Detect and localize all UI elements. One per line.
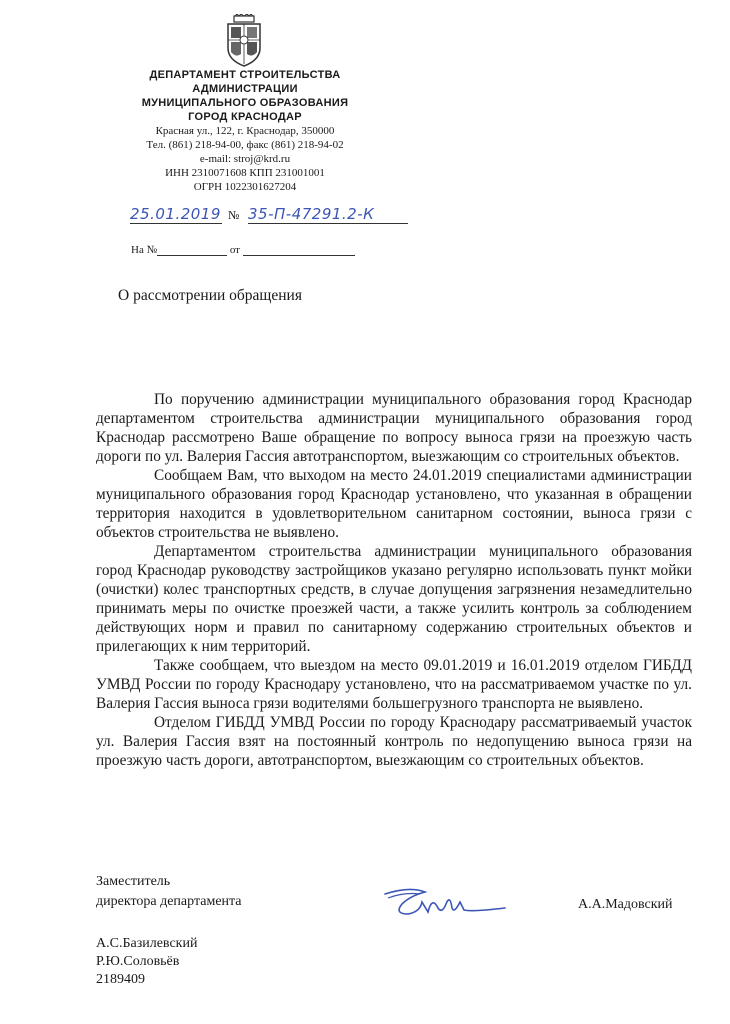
reference-from: от: [229, 244, 240, 256]
phone-fax: Тел. (861) 218-94-00, факс (861) 218-94-02: [146, 139, 344, 151]
department-name-line: ДЕПАРТАМЕНТ СТРОИТЕЛЬСТВА: [149, 69, 341, 81]
letterhead: [105, 68, 385, 194]
letter-subject: О рассмотрении обращения: [118, 287, 302, 304]
executor-name: Р.Ю.Соловьёв: [96, 954, 180, 969]
department-name-line: ГОРОД КРАСНОДАР: [188, 111, 302, 123]
registration-date: 25.01.2019: [130, 205, 221, 223]
signatory-name: А.А.Мадовский: [578, 897, 673, 912]
reference-prefix: На №: [131, 244, 158, 256]
signatory-title-line: Заместитель: [96, 874, 171, 889]
registration-line: [130, 205, 430, 225]
reference-line: [131, 244, 355, 256]
body-paragraph: Отделом ГИБДД УМВД России по городу Краснодару рассматриваемый участок ул. Валерия Гассия взят на постоянный контроль по недопущению выноса грязи на проезжую часть дороги, автотранспортом, выезжающим со строительных объектов.: [96, 714, 692, 769]
registration-number: 35-П-47291.2-К: [248, 205, 408, 224]
body-paragraph: Сообщаем Вам, что выходом на место 24.01.2019 специалистами администрации муниципального образования город Краснодар установлено, что указанная в обращении территория находится в удовлетворительном санитарном состоянии, выноса грязи с объектов строительства не выявлено.: [96, 467, 692, 541]
signatory-title-line: директора департамента: [96, 894, 242, 909]
department-name-line: МУНИЦИПАЛЬНОГО ОБРАЗОВАНИЯ: [141, 97, 349, 109]
executor-block: [96, 935, 197, 989]
body-paragraph: Департаментом строительства администрации муниципального образования город Краснодар руководству застройщиков указано регулярно использовать пункт мойки (очистки) колес транспортных средств, в случае допущения загрязнения незамедлительно принимать меры по очистке проезжей части, а также усилить контроль за соблюдением действующих норм и правил по санитарному содержанию строительных объектов и прилегающих к ним территорий.: [96, 543, 692, 655]
handwritten-signature: [380, 884, 510, 924]
executor-phone: 2189409: [96, 972, 145, 987]
body-paragraph: Также сообщаем, что выездом на место 09.01.2019 и 16.01.2019 отделом ГИБДД УМВД России по городу Краснодару установлено, что на рассматриваемом участке по ул. Валерия Гассия выноса грязи водителями большегрузного транспорта не выявлено.: [96, 657, 692, 712]
address: Красная ул., 122, г. Краснодар, 350000: [155, 125, 335, 137]
executor-name: А.С.Базилевский: [96, 936, 198, 951]
reference-number-blank: [157, 245, 227, 256]
inn-kpp: ИНН 2310071608 КПП 231001001: [165, 167, 325, 179]
reference-date-blank: [243, 245, 355, 256]
email: e-mail: stroj@krd.ru: [199, 153, 291, 165]
signatory-title: [96, 872, 242, 912]
body-paragraph: По поручению администрации муниципального образования город Краснодар департаментом строительства администрации муниципального образования город Краснодар рассмотрено Ваше обращение по вопросу выноса грязи на проезжую часть дороги по ул. Валерия Гассия автотранспортом, выезжающим со строительных объектов.: [96, 391, 692, 465]
department-name-line: АДМИНИСТРАЦИИ: [192, 83, 298, 95]
letter-body: [96, 390, 692, 770]
krasnodar-coat-of-arms-icon: [222, 14, 266, 68]
ogrn: ОГРН 1022301627204: [193, 181, 297, 193]
number-sign: №: [228, 208, 240, 222]
